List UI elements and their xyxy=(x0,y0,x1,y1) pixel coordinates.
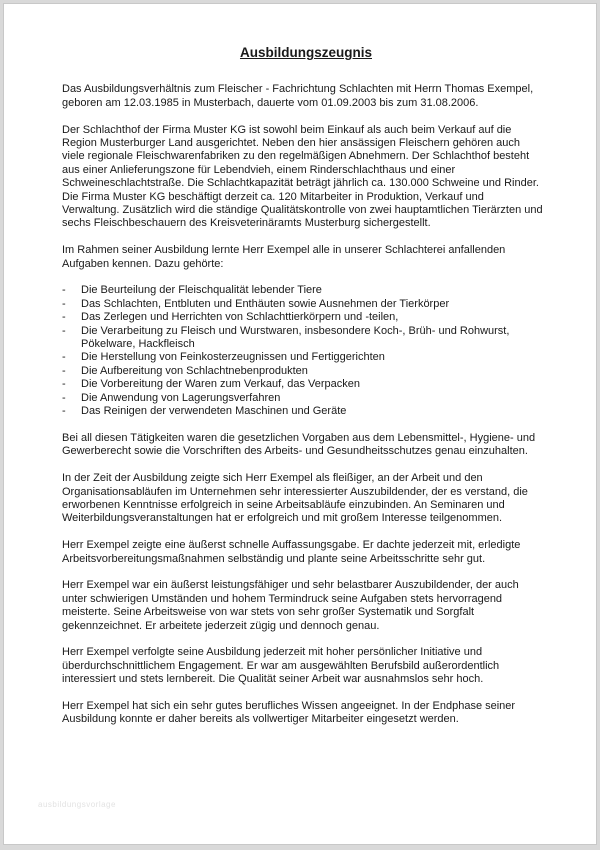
list-marker: - xyxy=(62,324,66,337)
list-marker: - xyxy=(62,351,66,364)
list-item: - Das Schlachten, Entbluten und Enthäuten sowie Ausnehmen der Tierkörper xyxy=(62,297,450,310)
list-marker: - xyxy=(62,364,66,377)
tasks-intro-paragraph: Im Rahmen seiner Ausbildung lernte Herr Exempel alle in unserer Schlachterei anfallenden Aufgaben kennen. Dazu gehörte: xyxy=(62,244,506,270)
document-title: Ausbildungszeugnis xyxy=(239,45,372,60)
company-paragraph: Der Schlachthof der Firma Muster KG ist sowohl beim Einkauf als auch beim Verkauf auf die Region Musterburger Land ausgerichtet. Neben den hier ansässigen Fleischern gehören auch viele regionale Fleischwarenfabriken zu den regelmäßigen Abnehmern. Der Schlachthof besteht aus einer Anlieferungszone für Lebendvieh, einem Rinderschlachthaus und einer Schweineschlachtstraße. Die Schlachtkapazität beträgt jährlich ca. 130.000 Schweine und Rinder. Die Firma Muster KG beschäftigt derzeit ca. 120 Mitarbeiter in Produktion, Verkauf und Verwaltung. Zusätzlich wird die ständige Qualitätskontrolle von zwei hauptamtlichen Tierärzten und sechs Fleischbeschauern des Kreisveterinäramts Musterburg sichergestellt. xyxy=(62,123,543,230)
list-item: - Die Beurteilung der Fleischqualität lebender Tiere xyxy=(62,284,322,297)
list-marker: - xyxy=(62,405,66,418)
assessment-paragraph-2: Herr Exempel zeigte eine äußerst schnelle Auffassungsgabe. Er dachte jederzeit mit, erledigte Arbeitsvorbereitungsmaßnahmen selbständig und plante seine Arbeitsschritte sehr gut. xyxy=(62,539,521,565)
assessment-paragraph-1: In der Zeit der Ausbildung zeigte sich Herr Exempel als fleißiger, an der Arbeit und den Organisationsabläufen im Unternehmen sehr interessierter Auszubildender, der es verstand, die erworbenen Kenntnisse erfolgreich in seine Arbeitsabläufe einzubinden. An Seminaren und Weiterbildungsveranstaltungen hat er erfolgreich und mit großem Interesse teilgenommen. xyxy=(62,472,528,525)
assessment-paragraph-5: Herr Exempel hat sich ein sehr gutes berufliches Wissen angeeignet. In der Endphase seiner Ausbildung konnte er daher bereits als vollwertiger Mitarbeiter eingesetzt werden. xyxy=(62,699,516,726)
list-item: - Das Zerlegen und Herrichten von Schlachttierkörpern und -teilen, xyxy=(62,311,399,324)
document-page xyxy=(3,3,597,845)
list-item: - Die Anwendung von Lagerungsverfahren xyxy=(62,391,281,404)
list-marker: - xyxy=(62,311,66,324)
assessment-paragraph-4: Herr Exempel verfolgte seine Ausbildung jederzeit mit hoher persönlicher Initiative und überdurchschnittlichem Engagement. Er war am ausgewählten Berufsbild außerordentlich interessiert und stets lernbereit. Die Qualität seiner Arbeit war ausnahmslos sehr hoch. xyxy=(62,646,500,686)
list-item: - Die Verarbeitung zu Fleisch und Wurstwaren, insbesondere Koch-, Brüh- und Rohwurst, Pökelware, Hackfleisch xyxy=(62,324,510,351)
regulations-paragraph: Bei all diesen Tätigkeiten waren die gesetzlichen Vorgaben aus dem Lebensmittel-, Hygiene- und Gewerberecht sowie die Vorschriften des Arbeits- und Gesundheitsschutzes genau einzuhalten. xyxy=(62,431,536,458)
list-marker: - xyxy=(62,297,66,310)
list-item: - Die Aufbereitung von Schlachtnebenprodukten xyxy=(62,364,308,377)
task-list xyxy=(62,284,544,418)
list-item: - Die Herstellung von Feinkosterzeugnissen und Fertiggerichten xyxy=(62,351,385,364)
list-item: - Die Vorbereitung der Waren zum Verkauf, das Verpacken xyxy=(62,378,361,391)
list-marker: - xyxy=(62,391,66,404)
watermark: ausbildungsvorlage xyxy=(38,800,116,809)
list-item: - Das Reinigen der verwendeten Maschinen und Geräte xyxy=(62,405,347,418)
assessment-paragraph-3: Herr Exempel war ein äußerst leistungsfähiger und sehr belastbarer Auszubildender, der auch unter schwierigen Umständen und hohem Termindruck seine Aufgaben stets hervorragend meisterte. Seine Arbeitsweise von war stets von sehr großer Systematik und Sorgfalt gekennzeichnet. Er arbeitete jederzeit zügig und dennoch genau. xyxy=(62,579,519,632)
list-marker: - xyxy=(62,284,66,297)
list-marker: - xyxy=(62,378,66,391)
intro-paragraph: Das Ausbildungsverhältnis zum Fleischer - Fachrichtung Schlachten mit Herrn Thomas Exempel, geboren am 12.03.1985 in Musterbach, dauerte vom 01.09.2003 bis zum 31.08.2006. xyxy=(62,83,534,109)
